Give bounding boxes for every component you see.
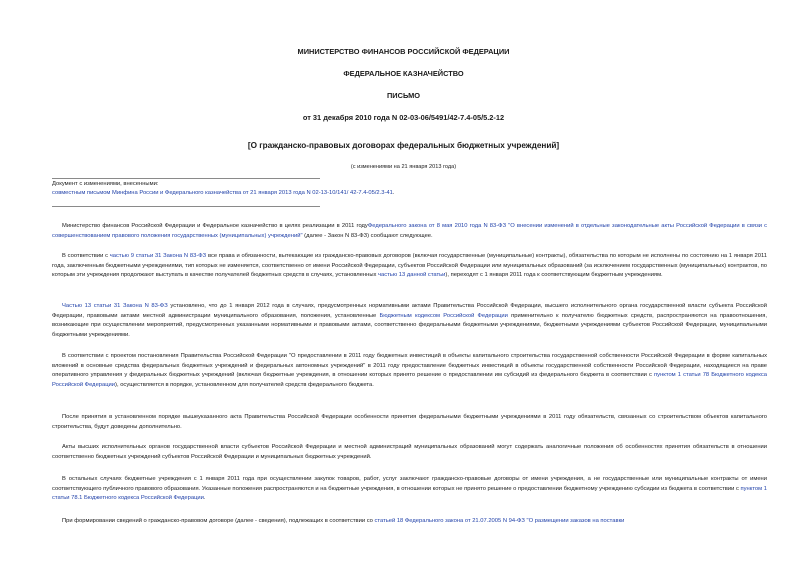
- paragraph-8-text: При формировании сведений о гражданско-правовом договоре (далее - сведения), подлежащих в соответствии со: [62, 518, 375, 524]
- paragraph-1-text: Министерство финансов Российской Федерации и Федеральное казначейство в целях реализации в 2011 году: [62, 223, 368, 229]
- part9-article31-link[interactable]: частью 9 статьи 31 Закона N 83-ФЗ: [109, 253, 207, 259]
- editions-bottom-rule: [52, 206, 320, 207]
- editions-end: .: [392, 189, 395, 196]
- editions-block: [52, 180, 752, 198]
- paragraph-3: [52, 302, 767, 341]
- paragraph-2: [52, 252, 767, 281]
- budget-code-link[interactable]: Бюджетным кодексом Российской Федерации: [379, 312, 508, 319]
- paragraph-2-text: В соответствии с: [62, 253, 110, 259]
- paragraph-5: После принятия в установленном порядке вышеуказанного акта Правительства Российской Федерации особенности принятия федеральными бюджетными учреждениями в 2011 году обязательств, связанных со строительством объектов капитального строительства, будут доведены дополнительно.: [52, 414, 767, 430]
- document-subject: [О гражданско-правовых договорах федеральных бюджетных учреждений]: [247, 141, 560, 150]
- paragraph-7-text: В остальных случаях бюджетные учреждения с 1 января 2011 года при осуществлении закупок товаров, работ, услуг заключают гражданско-правовые договоры от имени учреждения, а не государственные или муниципальные контракты от имени соответствующего публичного правового образования. Указанные положения распространяются и на бюджетные учреждения, в отношении которых не принято решение о предоставлении бюджетному учреждению субсидии из бюджета в соответствии с: [52, 476, 767, 492]
- paragraph-1-text-end: (далее - Закон N 83-ФЗ) сообщают следующее.: [302, 232, 433, 239]
- law-83fz-link[interactable]: Федерального закона от 8 мая 2010 года N 83-ФЗ "О внесении изменений в отдельные законодательные акты Российской Федерации в связи с совершенствованием правового положения государственных (муниципальных) учреждений": [52, 223, 767, 239]
- paragraph-3-text: установлено, что до 1 января 2012 года в случаях, предусмотренных нормативными актами Правительства Российской Федерации, высшего исполнительного органа государственной власти субъекта Российской Федерации, правовыми актами местной администрации муниципального образования, положения, установленные: [52, 303, 768, 319]
- ministry-heading: МИНИСТЕРСТВО ФИНАНСОВ РОССИЙСКОЙ ФЕДЕРАЦИИ: [297, 47, 510, 56]
- paragraph-3-text-end: применительно к получателю бюджетных средств, распространяются на правоотношения, возникающие при осуществлении мероприятий, предусмотренных указанными нормативными и правовыми актами, соответственно федеральными бюджетными учреждениями, бюджетными учреждениями субъектов Российской Федерации, муниципальными бюджетными учреждениями.: [52, 312, 767, 339]
- editions-link[interactable]: совместным письмом Минфина России и Федерального казначейства от 21 января 2013 года N 02-13-10/141/ 42-7.4-05/2.3-41: [52, 189, 393, 196]
- paragraph-1: [52, 222, 767, 241]
- part13-article31-link[interactable]: Частью 13 статьи 31 Закона N 83-ФЗ: [62, 303, 168, 309]
- article78-link[interactable]: пунктом 1 статьи 78 Бюджетного кодекса Российской Федерации: [52, 372, 767, 389]
- editions-top-rule: [52, 178, 320, 179]
- paragraph-2-text-end: ), переходят с 1 января 2011 года к соответствующим бюджетным учреждениям.: [445, 272, 663, 279]
- changes-note: (с изменениями на 21 января 2013 года): [350, 164, 457, 170]
- paragraph-7-text-end: .: [203, 495, 206, 502]
- paragraph-8: [52, 517, 767, 527]
- paragraph-2-text-mid: все права и обязанности, вытекающие из гражданско-правовых договоров (включая государственные (муниципальные) контракты), обязательства по которым не исполнены по состоянию на 1 января 2011 года, заключенным бюджетными учреждениями, тип которых не изменяется, соответственно от имени Российской Федерации, субъектов Российской Федерации или муниципальных образований (за исключением государственных (муниципальных) контрактов, по которым эти учреждения продолжают выступать в качестве получателей бюджетных средств в случаях, установленных: [52, 253, 768, 279]
- treasury-heading: ФЕДЕРАЛЬНОЕ КАЗНАЧЕЙСТВО: [343, 69, 464, 78]
- part13-link[interactable]: частью 13 данной статьи: [378, 272, 446, 279]
- paragraph-4-text-end: ), осуществляется в порядке, установленном для получателей средств федерального бюджета.: [115, 382, 374, 389]
- editions-intro: Документ с изменениями, внесенными:: [52, 181, 159, 187]
- document-date-number: от 31 декабря 2010 года N 02-03-06/5491/42-7.4-05/5.2-12: [302, 113, 505, 122]
- paragraph-6: Акты высших исполнительных органов государственной власти субъектов Российской Федерации и местной администраций муниципальных образований могут содержать аналогичные положения об особенностях принятия обязательств в отношении соответственно бюджетных учреждений субъектов Российской Федерации и муниципальных бюджетных учреждений.: [52, 444, 767, 460]
- editions-line: [52, 189, 752, 198]
- document-type-heading: ПИСЬМО: [387, 91, 420, 100]
- article78-1-link[interactable]: пунктом 1 статьи 78.1 Бюджетного кодекса Российской Федерации: [52, 485, 767, 502]
- paragraph-4-text: В соответствии с проектом постановления Правительства Российской Федерации "О предоставлении в 2011 году бюджетных инвестиций в объекты капитального строительства государственной собственности Российской Федерации в форме капитальных вложений в основные средства федеральных бюджетных учреждений и федеральных автономных учреждений" в 2011 году предоставление бюджетных инвестиций в объекты государственной собственности Российской Федерации, находящиеся на праве оперативного управления у федеральных бюджетных учреждений (включая бюджетные учреждения, в отношении которых принято решение о предоставлении им субсидий из федерального бюджета в соответствии с: [52, 353, 767, 379]
- paragraph-7: [52, 475, 767, 504]
- article18-94fz-link[interactable]: статьей 18 Федерального закона от 21.07.2005 N 94-ФЗ "О размещении заказов на поставки: [374, 518, 625, 524]
- paragraph-4: [52, 352, 767, 391]
